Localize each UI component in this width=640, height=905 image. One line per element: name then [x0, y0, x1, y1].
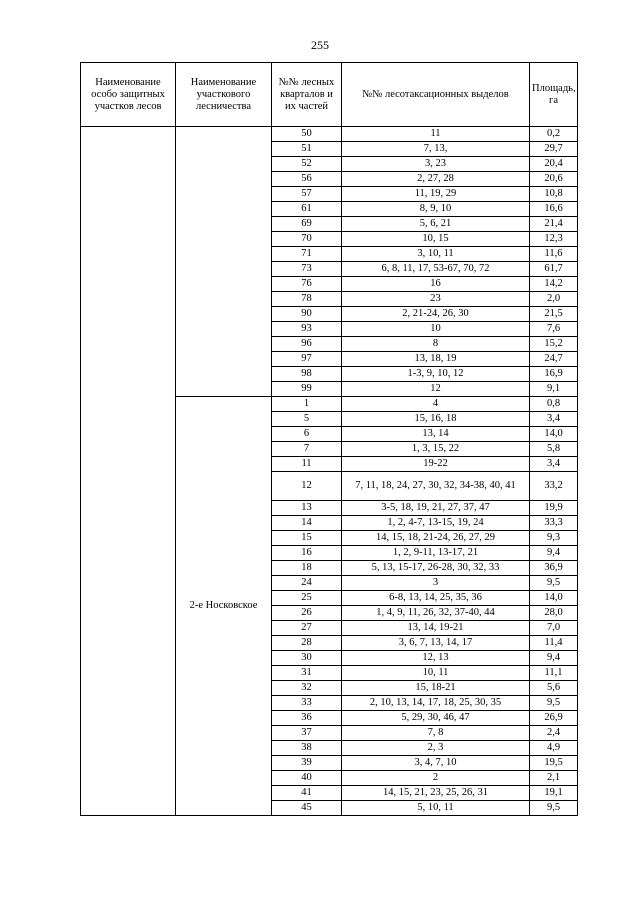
subcompartment-cell: 5, 6, 21 — [342, 217, 530, 232]
quarter-cell: 56 — [272, 172, 342, 187]
area-cell: 7,0 — [530, 621, 578, 636]
area-cell: 11,6 — [530, 247, 578, 262]
subcompartment-cell: 3, 4, 7, 10 — [342, 756, 530, 771]
subcompartment-cell: 3, 6, 7, 13, 14, 17 — [342, 636, 530, 651]
area-cell: 26,9 — [530, 711, 578, 726]
header-area: Площадь, га — [530, 63, 578, 127]
area-cell: 2,0 — [530, 292, 578, 307]
subcompartment-cell: 13, 18, 19 — [342, 352, 530, 367]
quarter-cell: 1 — [272, 397, 342, 412]
quarter-cell: 40 — [272, 771, 342, 786]
quarter-cell: 27 — [272, 621, 342, 636]
quarter-cell: 71 — [272, 247, 342, 262]
subcompartment-cell: 4 — [342, 397, 530, 412]
quarter-cell: 28 — [272, 636, 342, 651]
table-row — [81, 127, 578, 142]
quarter-cell: 70 — [272, 232, 342, 247]
area-cell: 2,1 — [530, 771, 578, 786]
area-cell: 21,5 — [530, 307, 578, 322]
subcompartment-cell: 2 — [342, 771, 530, 786]
subcompartment-cell: 5, 29, 30, 46, 47 — [342, 711, 530, 726]
subcompartment-cell: 2, 21-24, 26, 30 — [342, 307, 530, 322]
area-cell: 12,3 — [530, 232, 578, 247]
area-cell: 28,0 — [530, 606, 578, 621]
header-area-name: Наименование особо защитных участков лесов — [81, 63, 176, 127]
area-cell: 7,6 — [530, 322, 578, 337]
subcompartment-cell: 14, 15, 18, 21-24, 26, 27, 29 — [342, 531, 530, 546]
subcompartment-cell: 8, 9, 10 — [342, 202, 530, 217]
area-cell: 9,4 — [530, 651, 578, 666]
area-cell: 3,4 — [530, 412, 578, 427]
area-cell: 24,7 — [530, 352, 578, 367]
quarter-cell: 24 — [272, 576, 342, 591]
quarter-cell: 98 — [272, 367, 342, 382]
area-cell: 36,9 — [530, 561, 578, 576]
quarter-cell: 7 — [272, 442, 342, 457]
subcompartment-cell: 1, 4, 9, 11, 26, 32, 37-40, 44 — [342, 606, 530, 621]
area-cell: 9,4 — [530, 546, 578, 561]
area-cell: 19,5 — [530, 756, 578, 771]
quarter-cell: 25 — [272, 591, 342, 606]
area-cell: 15,2 — [530, 337, 578, 352]
quarter-cell: 69 — [272, 217, 342, 232]
quarter-cell: 39 — [272, 756, 342, 771]
quarter-cell: 93 — [272, 322, 342, 337]
quarter-cell: 16 — [272, 546, 342, 561]
subcompartment-cell: 8 — [342, 337, 530, 352]
area-cell: 11,4 — [530, 636, 578, 651]
area-cell: 33,2 — [530, 472, 578, 501]
area-cell: 33,3 — [530, 516, 578, 531]
area-cell: 16,6 — [530, 202, 578, 217]
area-cell: 14,0 — [530, 427, 578, 442]
area-cell: 3,4 — [530, 457, 578, 472]
area-cell: 5,8 — [530, 442, 578, 457]
header-quarters: №№ лесных кварталов и их частей — [272, 63, 342, 127]
area-cell: 19,9 — [530, 501, 578, 516]
area-cell: 61,7 — [530, 262, 578, 277]
subcompartment-cell: 1, 2, 9-11, 13-17, 21 — [342, 546, 530, 561]
quarter-cell: 18 — [272, 561, 342, 576]
quarter-cell: 73 — [272, 262, 342, 277]
quarter-cell: 11 — [272, 457, 342, 472]
quarter-cell: 96 — [272, 337, 342, 352]
area-cell: 20,6 — [530, 172, 578, 187]
area-cell: 14,0 — [530, 591, 578, 606]
quarter-cell: 38 — [272, 741, 342, 756]
quarter-cell: 78 — [272, 292, 342, 307]
subcompartment-cell: 3-5, 18, 19, 21, 27, 37, 47 — [342, 501, 530, 516]
subcompartment-cell: 6, 8, 11, 17, 53-67, 70, 72 — [342, 262, 530, 277]
subcompartment-cell: 5, 10, 11 — [342, 801, 530, 816]
subcompartment-cell: 12, 13 — [342, 651, 530, 666]
area-cell: 9,5 — [530, 696, 578, 711]
quarter-cell: 97 — [272, 352, 342, 367]
table-header — [81, 63, 578, 127]
area-cell: 9,5 — [530, 576, 578, 591]
area-cell: 10,8 — [530, 187, 578, 202]
subcompartment-cell: 2, 10, 13, 14, 17, 18, 25, 30, 35 — [342, 696, 530, 711]
forest-table — [80, 62, 578, 816]
subcompartment-cell: 10 — [342, 322, 530, 337]
area-cell: 9,3 — [530, 531, 578, 546]
quarter-cell: 31 — [272, 666, 342, 681]
header-district: Наименование участкового лесничества — [176, 63, 272, 127]
subcompartment-cell: 7, 13, — [342, 142, 530, 157]
quarter-cell: 45 — [272, 801, 342, 816]
subcompartment-cell: 2, 27, 28 — [342, 172, 530, 187]
area-cell: 5,6 — [530, 681, 578, 696]
subcompartment-cell: 3, 23 — [342, 157, 530, 172]
subcompartment-cell: 11 — [342, 127, 530, 142]
area-cell: 2,4 — [530, 726, 578, 741]
subcompartment-cell: 12 — [342, 382, 530, 397]
quarter-cell: 50 — [272, 127, 342, 142]
subcompartment-cell: 1, 2, 4-7, 13-15, 19, 24 — [342, 516, 530, 531]
subcompartment-cell: 3, 10, 11 — [342, 247, 530, 262]
subcompartment-cell: 23 — [342, 292, 530, 307]
subcompartment-cell: 6-8, 13, 14, 25, 35, 36 — [342, 591, 530, 606]
area-cell: 20,4 — [530, 157, 578, 172]
subcompartment-cell: 10, 15 — [342, 232, 530, 247]
subcompartment-cell: 1, 3, 15, 22 — [342, 442, 530, 457]
quarter-cell: 12 — [272, 472, 342, 501]
protected-area-cell — [81, 127, 176, 816]
quarter-cell: 5 — [272, 412, 342, 427]
subcompartment-cell: 13, 14, 19-21 — [342, 621, 530, 636]
area-cell: 9,5 — [530, 801, 578, 816]
area-cell: 21,4 — [530, 217, 578, 232]
quarter-cell: 90 — [272, 307, 342, 322]
page-number: 255 — [311, 38, 329, 52]
subcompartment-cell: 10, 11 — [342, 666, 530, 681]
subcompartment-cell: 16 — [342, 277, 530, 292]
subcompartment-cell: 14, 15, 21, 23, 25, 26, 31 — [342, 786, 530, 801]
area-cell: 19,1 — [530, 786, 578, 801]
quarter-cell: 41 — [272, 786, 342, 801]
quarter-cell: 6 — [272, 427, 342, 442]
quarter-cell: 32 — [272, 681, 342, 696]
quarter-cell: 30 — [272, 651, 342, 666]
area-cell: 0,2 — [530, 127, 578, 142]
subcompartment-cell: 2, 3 — [342, 741, 530, 756]
area-cell: 14,2 — [530, 277, 578, 292]
quarter-cell: 26 — [272, 606, 342, 621]
subcompartment-cell: 5, 13, 15-17, 26-28, 30, 32, 33 — [342, 561, 530, 576]
subcompartment-cell: 7, 11, 18, 24, 27, 30, 32, 34-38, 40, 41 — [342, 472, 530, 501]
area-cell: 9,1 — [530, 382, 578, 397]
quarter-cell: 61 — [272, 202, 342, 217]
area-cell: 0,8 — [530, 397, 578, 412]
subcompartment-cell: 19-22 — [342, 457, 530, 472]
subcompartment-cell: 15, 18-21 — [342, 681, 530, 696]
quarter-cell: 15 — [272, 531, 342, 546]
quarter-cell: 36 — [272, 711, 342, 726]
subcompartment-cell: 3 — [342, 576, 530, 591]
area-cell: 11,1 — [530, 666, 578, 681]
quarter-cell: 14 — [272, 516, 342, 531]
table-body — [81, 127, 578, 816]
area-cell: 29,7 — [530, 142, 578, 157]
subcompartment-cell: 11, 19, 29 — [342, 187, 530, 202]
area-cell: 16,9 — [530, 367, 578, 382]
quarter-cell: 99 — [272, 382, 342, 397]
subcompartment-cell: 1-3, 9, 10, 12 — [342, 367, 530, 382]
quarter-cell: 51 — [272, 142, 342, 157]
quarter-cell: 13 — [272, 501, 342, 516]
district-name-cell: 2-е Носковское — [176, 397, 272, 816]
quarter-cell: 76 — [272, 277, 342, 292]
quarter-cell: 37 — [272, 726, 342, 741]
quarter-cell: 52 — [272, 157, 342, 172]
subcompartment-cell: 13, 14 — [342, 427, 530, 442]
quarter-cell: 33 — [272, 696, 342, 711]
header-subcompartments: №№ лесотаксационных выделов — [342, 63, 530, 127]
subcompartment-cell: 15, 16, 18 — [342, 412, 530, 427]
quarter-cell: 57 — [272, 187, 342, 202]
area-cell: 4,9 — [530, 741, 578, 756]
district-cell — [176, 127, 272, 397]
subcompartment-cell: 7, 8 — [342, 726, 530, 741]
